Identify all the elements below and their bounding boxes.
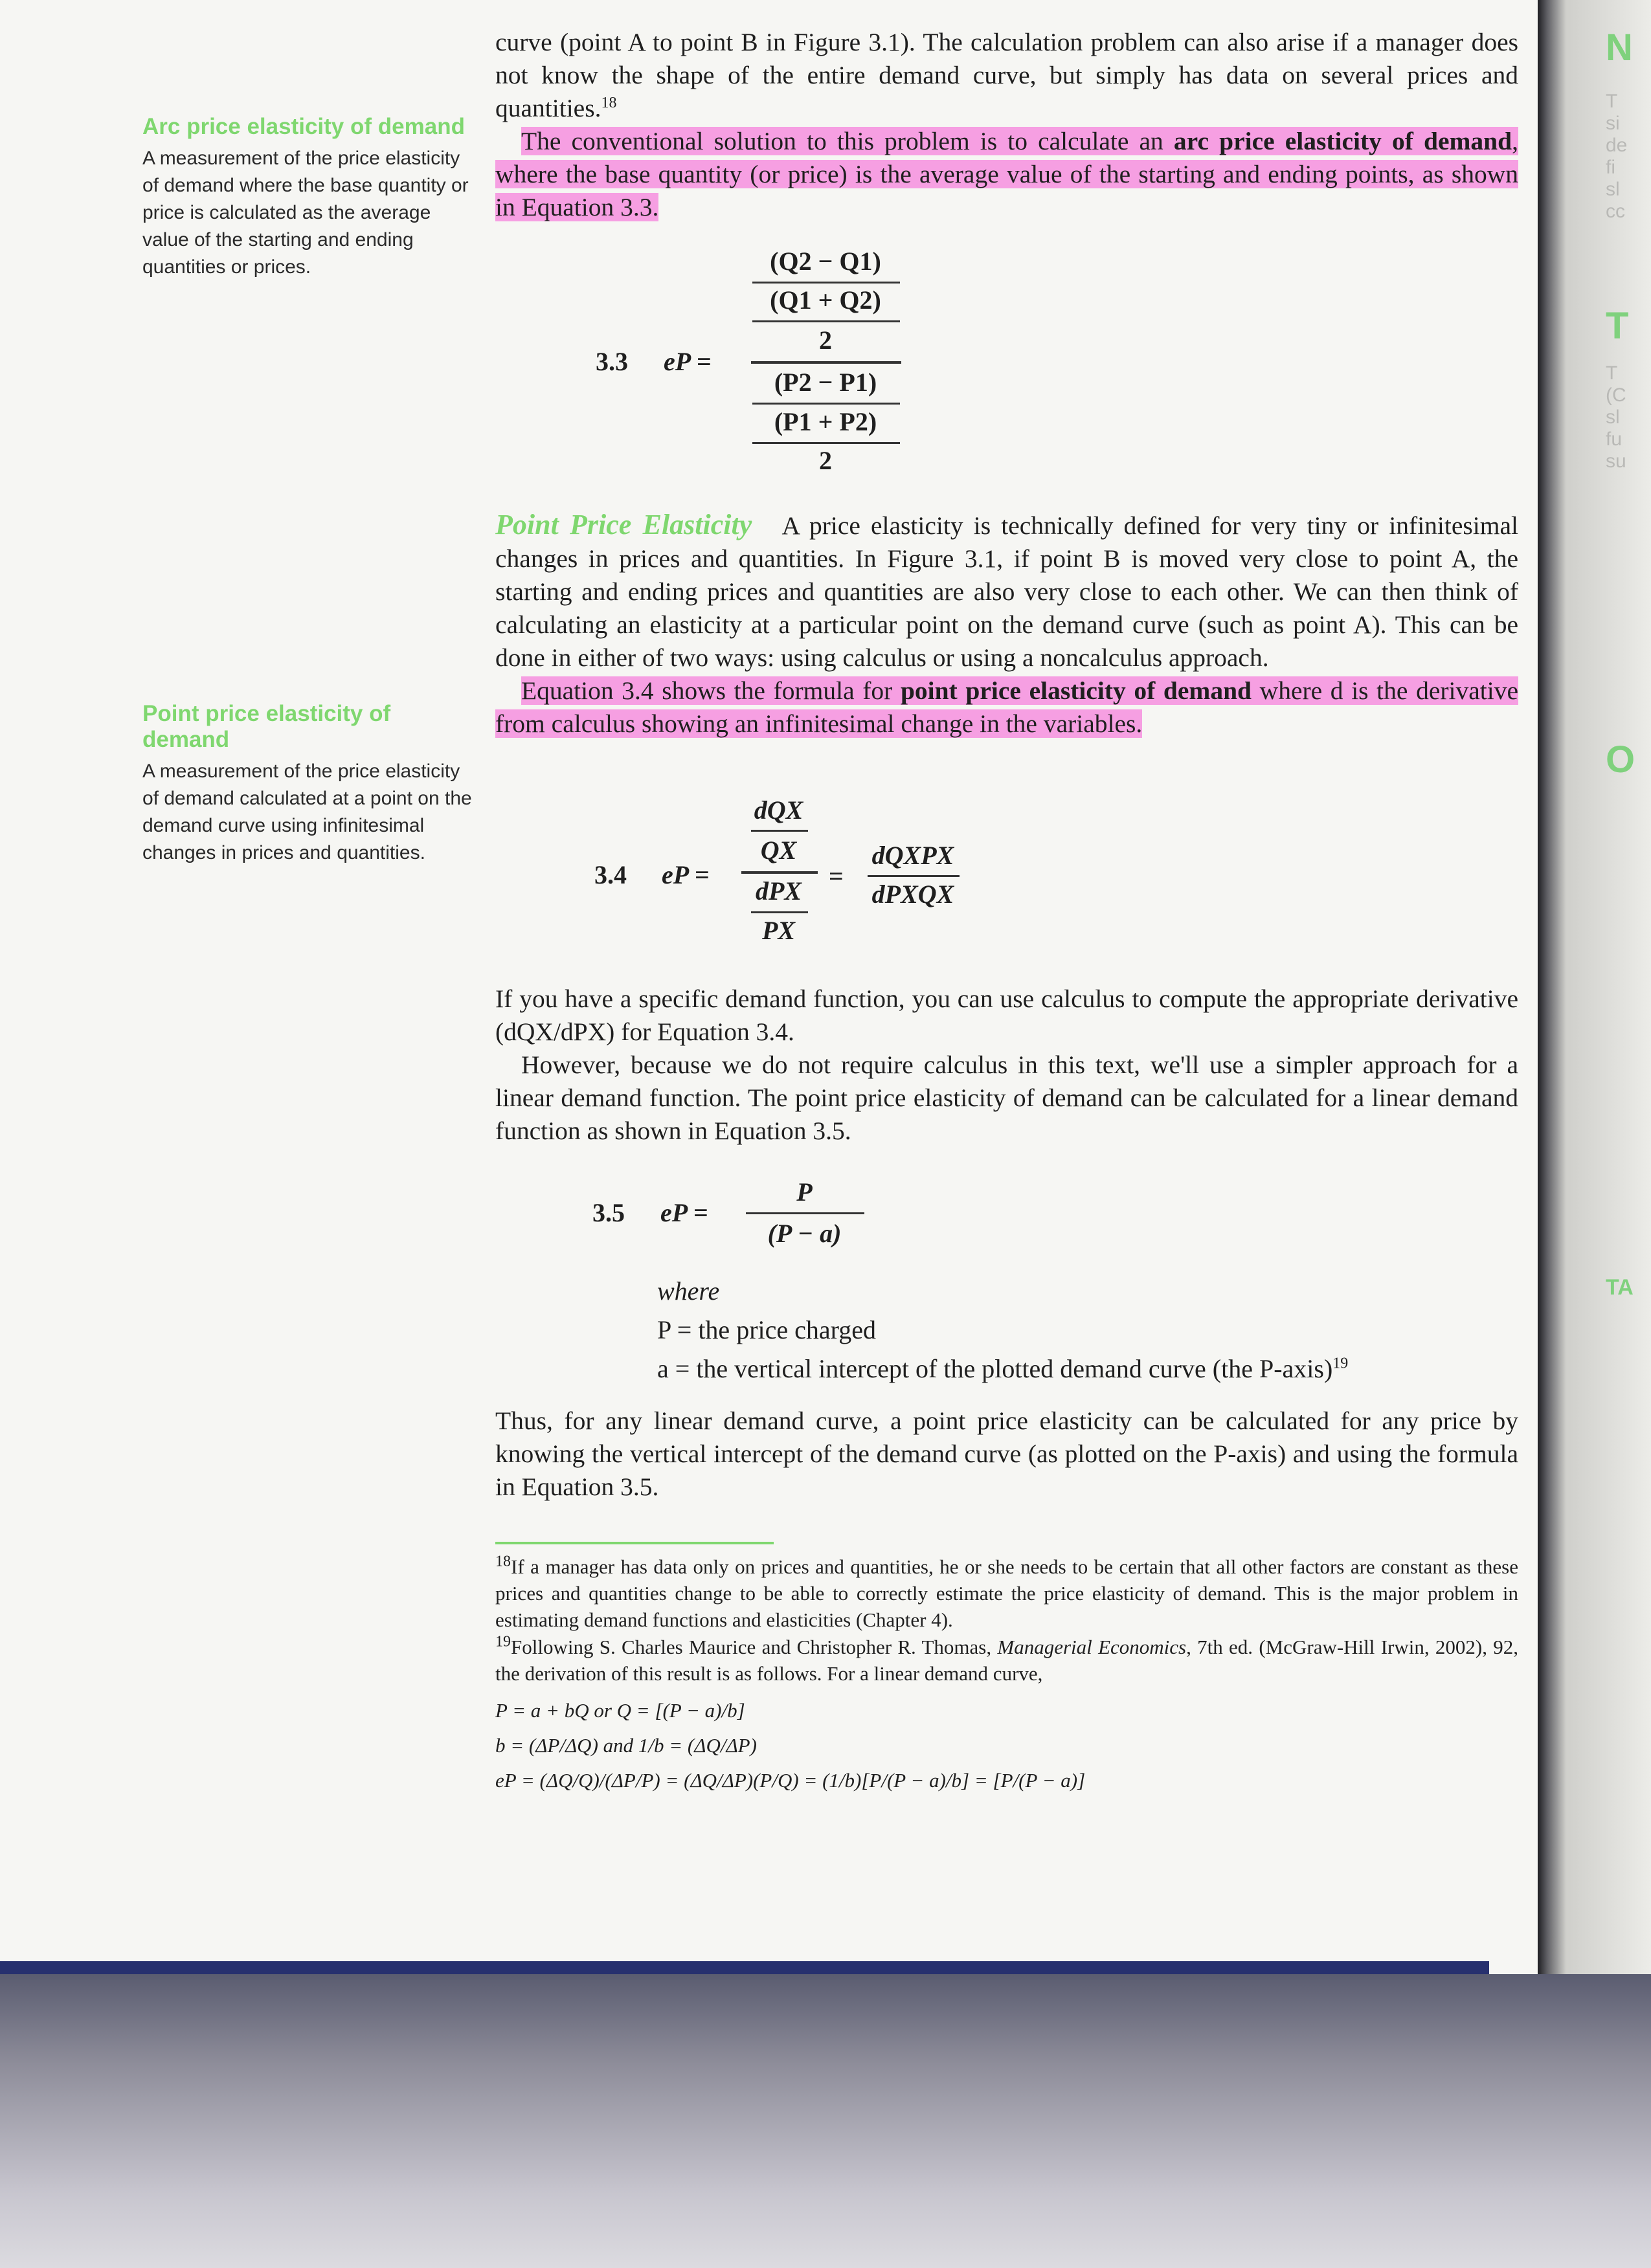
margin-term: Point price elasticity of demand: [142, 701, 391, 752]
adjacent-page: [1538, 0, 1651, 1974]
body-text-top: [495, 26, 1518, 224]
footnote-equation: b = (ΔP/ΔQ) and 1/b = (ΔQ/ΔP): [495, 1734, 757, 1757]
paragraph-highlighted: The conventional solution to this problem is to calculate an arc price elasticity of demand, where the base quantity (or price) is the average value of the starting and ending points, as shown in Equation 3.3.: [495, 127, 1518, 221]
footnote-equation: P = a + bQ or Q = [(P − a)/b]: [495, 1699, 745, 1722]
paragraph: If you have a specific demand function, you can use calculus to compute the appropriate derivative (dQX/dPX) for Equation 3.4.: [495, 984, 1518, 1046]
body-text-conclusion: [495, 1405, 1518, 1504]
equation-lhs: eP =: [662, 860, 710, 889]
footnote-19: $^{19}$Following S. Charles Maurice and Christopher R. Thomas, Managerial Economics, 7th ed. (McGraw-Hill Irwin, 2002), 92, the derivation of this result is as follows. For a linear demand curve,: [495, 1633, 1518, 1685]
adjacent-letter: T: [1606, 305, 1629, 347]
equation-equals: =: [829, 862, 844, 891]
footnote-equation: eP = (ΔQ/Q)/(ΔP/P) = (ΔQ/ΔP)(P/Q) = (1/b)[P/(P − a)/b] = [P/(P − a)]: [495, 1769, 1086, 1792]
equation-term: (P − a): [767, 1219, 842, 1248]
section-heading: Point Price Elasticity: [495, 509, 752, 540]
scanner-bed: [0, 1974, 1651, 2268]
paragraph-highlighted: Equation 3.4 shows the formula for point price elasticity of demand where d is the derivative from calculus showing an infinitesimal change in the variables.: [495, 676, 1518, 738]
equation-term: QX: [760, 836, 797, 865]
equation-term: dPX: [755, 876, 802, 906]
equation-term: 2: [819, 446, 832, 475]
equation-term: dQX: [754, 795, 803, 825]
paragraph: Point Price Elasticity A price elasticity is technically defined for very tiny or infinitesimal changes in prices and quantities. In Figure 3.1, if point B is moved very close to point A, the starting and ending prices and quantities are also very close to each other. We can then think of calculating an elasticity at a particular point on the demand curve (such as point A). This can be done in either of two ways: using calculus or using a noncalculus approach.: [495, 509, 1518, 672]
body-text-lower: [495, 983, 1518, 1148]
paragraph: curve (point A to point B in Figure 3.1). The calculation problem can also arise if a manager does not know the shape of the entire demand curve, but simply has data on several prices and quantities.$^{18}$: [495, 28, 1518, 122]
adjacent-letter: TA: [1606, 1275, 1634, 1300]
footnote-18: $^{18}$If a manager has data only on prices and quantities, he or she needs to be certain that all other factors are constant as these prices and quantities change to be able to correctly estimate the price elasticity of demand. This is the major problem in estimating demand functions and elasticities (Chapter 4).: [495, 1553, 1518, 1631]
equation-lhs: eP =: [660, 1198, 708, 1227]
adjacent-letter: N: [1606, 27, 1633, 69]
equation-term: (P1 + P2): [774, 407, 877, 436]
where-line: P = the price charged: [657, 1315, 876, 1344]
margin-term: Arc price elasticity of demand: [142, 114, 465, 139]
equation-number: 3.3: [596, 347, 628, 376]
paragraph: Thus, for any linear demand curve, a point price elasticity can be calculated for any price by knowing the vertical intercept of the demand curve (as plotted on the P-axis) and using the formula in Equation 3.5.: [495, 1406, 1518, 1501]
equation-term: (P2 − P1): [774, 368, 877, 397]
equation-term: (Q2 − Q1): [770, 247, 881, 276]
equation-number: 3.4: [594, 860, 627, 889]
equation-term: dPXQX: [871, 880, 954, 909]
body-text-middle: [495, 508, 1518, 740]
footnote-rule: [495, 1542, 774, 1544]
where-line: a = the vertical intercept of the plotted demand curve (the P-axis)$^{19}$: [657, 1354, 1349, 1383]
equation-term: P: [796, 1177, 813, 1206]
equation-term: (Q1 + Q2): [770, 285, 881, 315]
equation-lhs: eP =: [664, 347, 712, 376]
margin-note-point: [142, 701, 473, 867]
equation-term: dQXPX: [871, 841, 954, 870]
margin-definition: A measurement of the price elasticity of demand calculated at a point on the demand curve using infinitesimal changes in prices and quantities.: [142, 761, 472, 863]
adjacent-letter: O: [1606, 739, 1635, 781]
margin-note-arc: [142, 114, 473, 281]
margin-definition: A measurement of the price elasticity of demand where the base quantity or price is calculated as the average value of the starting and ending quantities or prices.: [142, 148, 469, 278]
where-definitions: [657, 1272, 1348, 1388]
paragraph: However, because we do not require calculus in this text, we'll use a simpler approach for a linear demand function. The point price elasticity of demand can be calculated for a linear demand function as shown in Equation 3.5.: [495, 1051, 1518, 1145]
equation-number: 3.5: [592, 1198, 625, 1227]
equation-term: PX: [761, 916, 796, 945]
equation-term: 2: [819, 326, 832, 355]
where-label: where: [657, 1276, 720, 1306]
